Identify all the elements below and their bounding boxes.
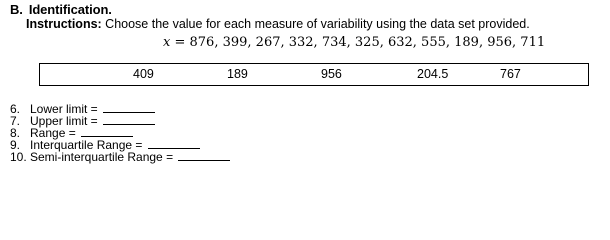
question-number: 7. (10, 114, 21, 128)
choice-1: 409 (133, 67, 154, 81)
instructions-text: Choose the value for each measure of variability using the data set provided. (101, 17, 530, 31)
data-set-values: 876, 399, 267, 332, 734, 325, 632, 555, 189, 956, 711 (189, 35, 546, 50)
question-number: 6. (10, 102, 21, 116)
question-number: 8. (10, 126, 21, 140)
question-10 (10, 151, 230, 163)
section-title: Identification. (28, 2, 112, 17)
question-label: Range = (30, 126, 80, 140)
choice-3: 956 (321, 67, 342, 81)
data-set (163, 35, 545, 50)
answer-blank[interactable] (178, 151, 230, 161)
question-list (10, 103, 230, 163)
answer-choices-box (39, 63, 589, 86)
data-set-equals: = (170, 35, 190, 50)
answer-blank[interactable] (148, 139, 200, 149)
instructions (26, 17, 530, 31)
question-label: Lower limit = (30, 102, 102, 116)
section-heading (10, 2, 112, 17)
choice-4: 204.5 (417, 67, 449, 81)
question-number: 10. (10, 150, 27, 164)
choice-5: 767 (500, 67, 521, 81)
answer-blank[interactable] (103, 103, 155, 113)
choice-2: 189 (227, 67, 248, 81)
data-set-variable: x (163, 35, 171, 50)
question-number: 9. (10, 138, 21, 152)
answer-blank[interactable] (103, 115, 155, 125)
section-letter: B. (10, 2, 23, 17)
instructions-label: Instructions: (26, 17, 102, 31)
question-label: Interquartile Range = (30, 138, 146, 152)
answer-blank[interactable] (81, 127, 133, 137)
question-label: Upper limit = (30, 114, 102, 128)
question-label: Semi-interquartile Range = (30, 150, 177, 164)
